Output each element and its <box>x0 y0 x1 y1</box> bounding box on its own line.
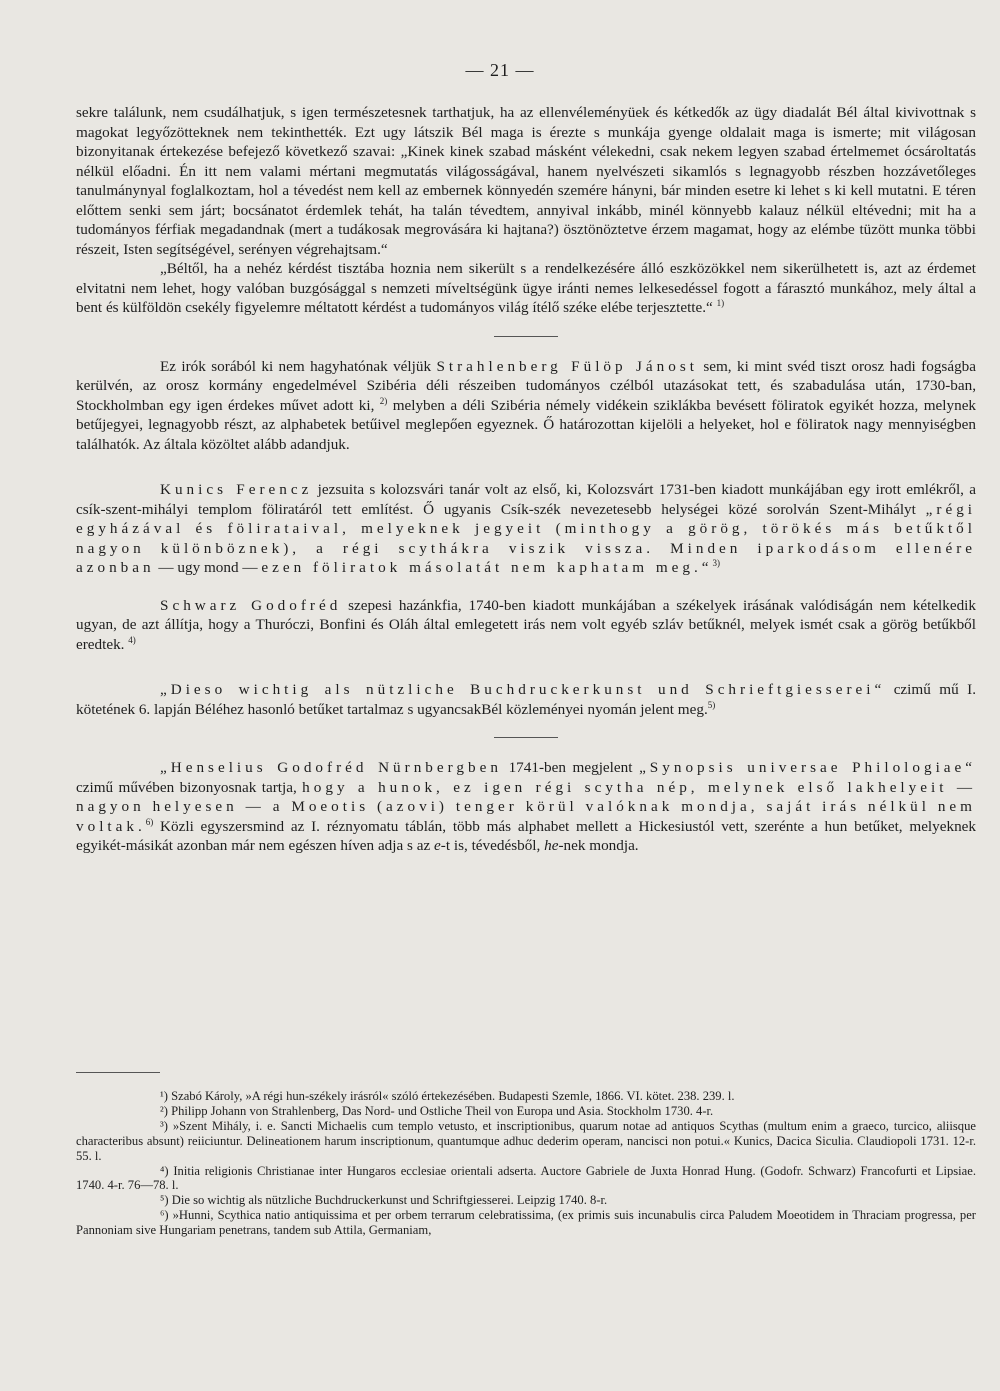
spacer <box>76 654 976 680</box>
paragraph-henselius <box>76 758 976 856</box>
paragraph-strahlenberg <box>76 357 976 455</box>
spacer <box>76 578 976 596</box>
paragraph-text: Ez irók sorából ki nem hagyhatónak véljük <box>160 357 432 375</box>
paragraph-kunics <box>76 480 976 578</box>
page-number: — 21 — <box>465 60 535 80</box>
footnote-ref: 6) <box>145 816 154 827</box>
book-title: „Dieso wichtig als nützliche Buchdruckerkunst und Schrieftgiesserei“ <box>160 681 886 698</box>
footnote-ref: 1) <box>716 297 725 308</box>
main-text <box>76 103 976 856</box>
paragraph-text: szepesi hazánkfia, 1740-ben kiadott munkájában a székelyek irásának valódiságán nem kételkedik ugyan, de azt állítja, hogy a Thuróczi, Bonfini és Oláh által emlegetett irás nem volt egyéb szláv betűknél, melyek ismét csak a görög betűkből eredtek. <box>76 596 976 653</box>
paragraph-text: jezsuita s kolozsvári tanár volt az első, ki, Kolozsvárt 1731-ben kiadott munkájában egy irott emlékről, a csík-szent-mihályi templom föliratáról tett említést. Ő ugyanis Csík-szék nevezetesebb helységei közé sorolván Szent-Mihályt <box>76 481 976 518</box>
quoted-text: ezen föliratok másolatát nem kaphatam meg.“ <box>261 559 713 576</box>
footnote-1: ¹) Szabó Károly, »A régi hun-székely irásról« szóló értekezésében. Budapesti Szemle, 1866. VI. kötet. 238. 239. l. <box>160 1089 735 1103</box>
footnote-6: ⁶) »Hunni, Scythica natio antiquissima et per orbem terrarum celebratissima, (ex primis suis incunabulis circa Paludem Moeotidem in Thraciam progressa, per Pannoniam sive Hungariam penetrans, tandem sub Attila, Germaniam, <box>76 1208 976 1238</box>
footnote-ref: 5) <box>707 699 716 710</box>
paragraph-text: „Béltől, ha a nehéz kérdést tisztába hoznia nem sikerült s a rendelkezésére álló eszközökkel nem sikerülhetett is, azt az érdemet elvitatni nem lehet, hogy valóban buzgósággal s nemzeti míveltségünk ügye iránti nemes lelkesedéssel fogott a fárasztó munkához, mely által a bent és külföldön csekély figyelemre méltatott kérdést a tudományos világ ítélő széke elébe terjesztette.“ <box>76 260 976 316</box>
footnotes <box>76 1089 976 1238</box>
paragraph-text: -nek mondja. <box>558 837 639 854</box>
paragraph-text: — ugy mond — <box>158 559 258 576</box>
paragraph-text: melyben a déli Szibéria némely vidékein sziklákba bevésett föliratok egyikét hozza, melynek betűjegyei, legnagyobb részt, az alphabetek betűivel meglepően egyeznek. Ő határozottan kijelöli a helyeket, hol e föliratok nagy mennyiségben találhatók. Az általa közöltet alább adandjuk. <box>76 396 977 453</box>
quoted-text: hogy a hunok, ez igen régi scytha nép, melynek első lakhelyeit — nagyon helyesen — a Moeotis (azovi) tenger körül valóknak mondja, saját irás nélkül nem voltak. <box>76 778 977 835</box>
paragraph-bel-merit <box>76 259 976 318</box>
paragraph-text: czimű művében bizonyosnak tartja, <box>76 778 297 796</box>
person-name: Schwarz Godofréd <box>160 596 342 614</box>
section-divider <box>494 336 558 337</box>
section-divider <box>494 737 558 738</box>
footnote-3: ³) »Szent Mihály, i. e. Sancti Michaelis cum templo vetusto, et inscriptionibus, quarum notae ad antiquos Scythas (multum enim a graeco, turcico, aliisque characteribus absunt) reiiciuntur. Delineationem harum inscriptionum, quantumque adhuc dederim operam, nancisci non potui.« Kunics, Dacica Siculia. Claudiopoli 1731. 12-r. 55. l. <box>76 1118 976 1163</box>
italic-letter: e <box>434 837 441 854</box>
paragraph-text: 1741-ben megjelent <box>508 759 633 776</box>
paragraph-bel-quote: sekre találunk, nem csudálhatjuk, s igen természetesnek tarthatjuk, ha az ellenvéleményüek és kétkedők az ügy diadalát Bél által kivivottnak s magokat legyőzötteknek nem tekinthették. Ezt ugy látszik Bél maga is érezte s munkája gyenge oldalait maga is ismerte; mit világosan bizonyitanak értekezése befejező következő szavai: „Kinek kinek szabad másként vélekedni, csak nekem legyen szabad értelmemet ócsároltatás nélkül előadni. Én itt nem valami mértani megmutatás világosságával, hanem nyelvészeti sikamlós s legnagyobb részben hozzávetőleges tanulmánynyal foglalkoztam, hol a tévedést nem kell az embernek könnyedén szemére hányni, bár minden esetre ki lehet s ki kell mutatni. E téren előttem senki sem járt; bocsánatot érdemlek tehát, ha talán tévedtem, annyival inkább, minél könnyebb kalauz nélkül eltévedni; mit ha a tudományos férfiak megadandnak (mert a tudákosak megrovására ki hajtana?) ösztönöztetve érzem magamat, hogy az elémbe tüzött munka többi részeit, Isten segítségével, serényen végrehajtsam.“ <box>76 104 976 258</box>
paragraph-buchdruckerkunst <box>76 680 976 719</box>
footnote-ref: 3) <box>712 557 721 568</box>
person-name: Kunics Ferencz <box>160 481 313 498</box>
footnote-4: ⁴) Initia religionis Christianae inter Hungaros ecclesiae orientali adserta. Auctore Gabriele de Juxta Honrad Hung. (Godofr. Schwarz) Francofurti et Lipsiae. 1740. 4-r. 76—78. l. <box>76 1163 976 1193</box>
footnote-divider <box>76 1072 160 1073</box>
quoted-text: „régi egyházával és fölirataival, melyeknek jegyeit (minthogy a görög, törökés más betűktől nagyon különböznek), a régi scythákra viszik vissza. Minden iparkodásom ellenére azonban <box>76 500 977 576</box>
paragraph-text: Közli egyszersmind az I. réznyomatu táblán, több más alphabet mellett a Hickesiustól vett, szerénte a hun betűket, melyeknek egyikét-másikát azonban már nem egészen híven adja s az <box>76 817 977 854</box>
italic-letter: he <box>544 837 559 854</box>
person-name: „Henselius Godofréd Nürnbergben <box>160 759 502 776</box>
spacer <box>76 454 976 480</box>
paragraph-text: czimű mű I. kötetének 6. lapján Béléhez hasonló betűket tartalmaz s ugyancsakBél közleményei nyomán jelent meg. <box>76 681 977 718</box>
footnote-5: ⁵) Die so wichtig als nützliche Buchdruckerkunst und Schriftgiesserei. Leipzig 1740. 8-r. <box>160 1193 608 1208</box>
paragraph-text: sem, ki mint svéd tiszt orosz hadi fogságba kerülvén, az orosz kormány engedelmével Szibéria déli részeiben tudományos czélból utazásokat tett, és szabadulása után, 1730-ban, Stockholmban egy igen érdekes művet adott ki, <box>76 357 976 414</box>
book-title: „Synopsis universae Philologiae“ <box>639 759 977 776</box>
footnote-ref: 2) <box>379 395 388 406</box>
paragraph-text: -t is, tévedésből, <box>440 837 541 854</box>
paragraph-schwarz <box>76 596 976 655</box>
footnote-ref: 4) <box>128 634 136 645</box>
footnote-2: ²) Philipp Johann von Strahlenberg, Das Nord- und Ostliche Theil von Europa und Asia. Stockholm 1730. 4-r. <box>160 1103 714 1118</box>
person-name: Strahlenberg Fülöp Jánost <box>436 357 698 375</box>
